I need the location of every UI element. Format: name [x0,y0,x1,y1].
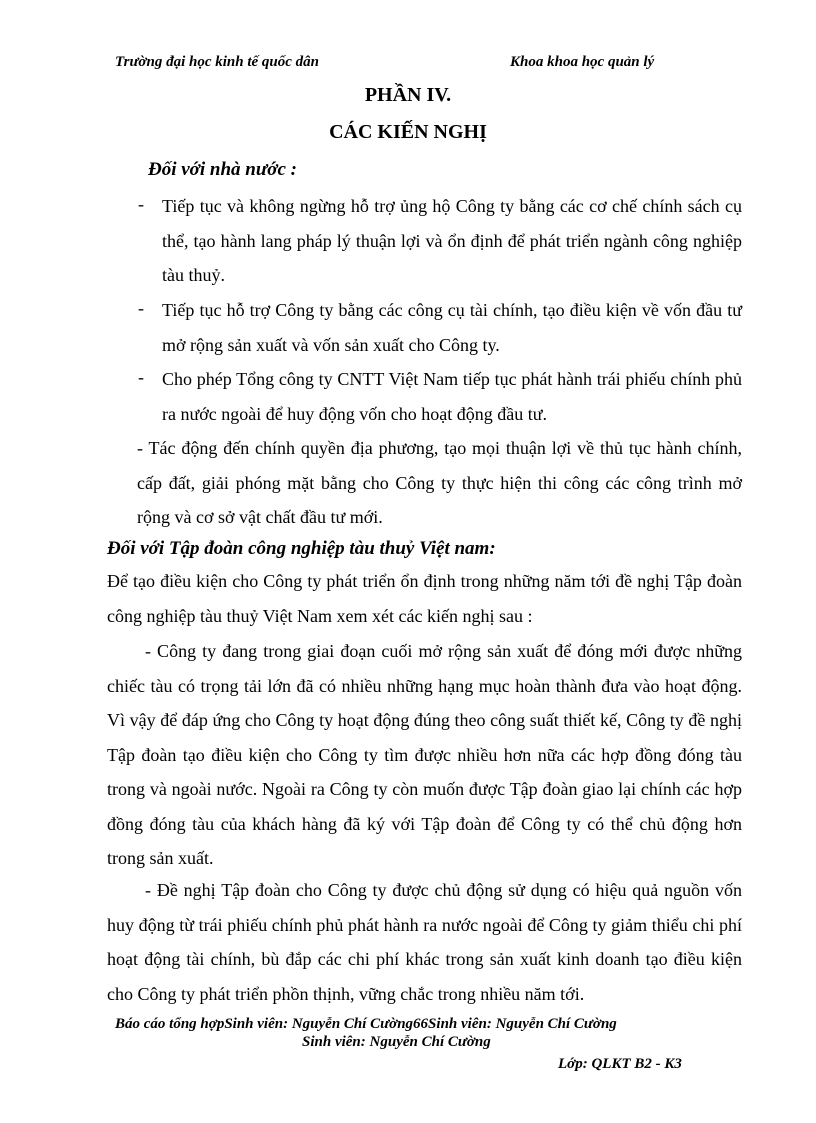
footer-report-line: Báo cáo tổng hợpSinh viên: Nguyễn Chí Cường66Sinh viên: Nguyễn Chí Cường [115,1016,617,1032]
part-title: PHẦN IV. [364,84,452,106]
bullet-marker: - [138,298,144,318]
bullet-marker: - [138,367,144,387]
section-heading-group: Đối với Tập đoàn công nghiệp tàu thuỷ Việt nam: [107,538,496,559]
bullet-marker: - [138,194,144,214]
header-university: Trường đại học kinh tế quốc dân [115,54,320,70]
paragraph-capital: - Đề nghị Tập đoàn cho Công ty được chủ động sử dụng có hiệu quả nguồn vốn huy động từ trái phiếu chính phủ phát hành ra nước ngoài để Công ty giảm thiểu chi phí hoạt động tài chính, bù đắp các chi phí khác trong sản xuất kinh doanh tạo điều kiện cho Công ty phát triển phồn thịnh, vững chắc trong nhiều năm tới. [107,880,742,1004]
page-title: CÁC KIẾN NGHỊ [329,121,487,143]
bullet-item: Tiếp tục và không ngừng hỗ trợ ủng hộ Công ty bằng các cơ chế chính sách cụ thể, tạo hành lang pháp lý thuận lợi và ổn định để phát triển ngành công nghiệp tàu thuỷ. [162,196,742,285]
paragraph-intro: Để tạo điều kiện cho Công ty phát triển ổn định trong những năm tới đề nghị Tập đoàn công nghiệp tàu thuỷ Việt Nam xem xét các kiến nghị sau : [107,571,742,626]
paragraph-local-authority: - Tác động đến chính quyền địa phương, tạo mọi thuận lợi về thủ tục hành chính, cấp đất, giải phóng mặt bằng cho Công ty thực hiện thi công các công trình mở rộng và cơ sở vật chất đầu tư mới. [137,438,742,527]
footer-student-line: Sinh viên: Nguyễn Chí Cường [302,1034,491,1050]
header-faculty: Khoa khoa học quản lý [510,54,655,70]
footer-class-line: Lớp: QLKT B2 - K3 [558,1056,682,1072]
paragraph-contracts: - Công ty đang trong giai đoạn cuối mở rộng sản xuất để đóng mới được những chiếc tàu có trọng tải lớn đã có nhiều những hạng mục hoàn thành đưa vào hoạt động. Vì vậy để đáp ứng cho Công ty hoạt động đúng theo công suất thiết kế, Công ty đề nghị Tập đoàn tạo điều kiện cho Công ty tìm được nhiều hơn nữa các hợp đồng đóng tàu trong và ngoài nước. Ngoài ra Công ty còn muốn được Tập đoàn giao lại chính các hợp đồng đóng tàu của khách hàng đã ký với Tập đoàn để Công ty có thể chủ động hơn trong sản xuất. [107,641,742,868]
bullet-item: Tiếp tục hỗ trợ Công ty bằng các công cụ tài chính, tạo điều kiện về vốn đầu tư mở rộng sản xuất và vốn sản xuất cho Công ty. [162,300,742,355]
section-heading-state: Đối với nhà nước : [148,159,297,180]
bullet-item: Cho phép Tổng công ty CNTT Việt Nam tiếp tục phát hành trái phiếu chính phủ ra nước ngoài để huy động vốn cho hoạt động đầu tư. [162,369,742,424]
